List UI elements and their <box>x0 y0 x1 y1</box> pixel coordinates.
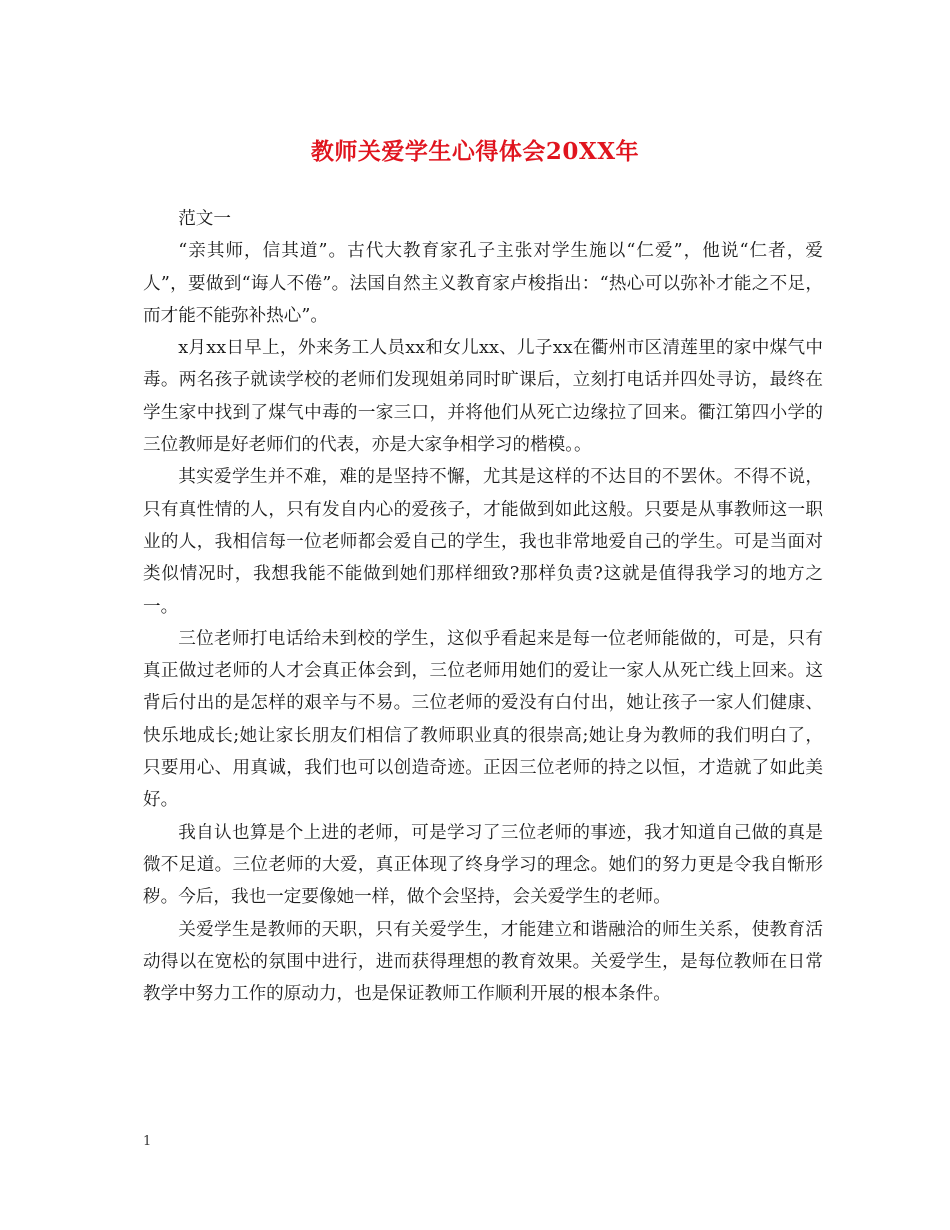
paragraph-heading: 范文一 <box>178 209 231 229</box>
paragraph: “亲其师，信其道”。古代大教育家孔子主张对学生施以“仁爱”，他说“仁者，爱人”，要做到“诲人不倦”。法国自然主义教育家卢梭指出：“热心可以弥补才能之不足，而才能不能弥补热心”。 <box>143 241 823 326</box>
paragraph: 关爱学生是教师的天职，只有关爱学生，才能建立和谐融洽的师生关系，使教育活动得以在宽松的氛围中进行，进而获得理想的教育效果。关爱学生，是每位教师在日常教学中努力工作的原动力，也是保证教师工作顺利开展的根本条件。 <box>143 919 823 1005</box>
document-body <box>143 203 823 1010</box>
paragraph: 我自认也算是个上进的老师，可是学习了三位老师的事迹，我才知道自己做的真是微不足道。三位老师的大爱，真正体现了终身学习的理念。她们的努力更是令我自惭形秽。今后，我也一定要像她一样，做个会坚持，会关爱学生的老师。 <box>143 822 823 908</box>
paragraph: x月xx日早上，外来务工人员xx和女儿xx、儿子xx在衢州市区清莲里的家中煤气中毒。两名孩子就读学校的老师们发现姐弟同时旷课后，立刻打电话并四处寻访，最终在学生家中找到了煤气中毒的一家三口，并将他们从死亡边缘拉了回来。衢江第四小学的三位教师是好老师们的代表，亦是大家争相学习的楷模。。 <box>143 338 823 456</box>
document-title: 教师关爱学生心得体会20XX年 <box>310 138 640 165</box>
paragraph: 其实爱学生并不难，难的是坚持不懈，尤其是这样的不达目的不罢休。不得不说，只有真性情的人，只有发自内心的爱孩子，才能做到如此这般。只要是从事教师这一职业的人，我相信每一位老师都会爱自己的学生，我也非常地爱自己的学生。可是当面对类似情况时，我想我能不能做到她们那样细致?那样负责?这就是值得我学习的地方之一。 <box>143 467 823 617</box>
page-number: 1 <box>143 1134 152 1149</box>
paragraph: 三位老师打电话给未到校的学生，这似乎看起来是每一位老师能做的，可是，只有真正做过老师的人才会真正体会到，三位老师用她们的爱让一家人从死亡线上回来。这背后付出的是怎样的艰辛与不易。三位老师的爱没有白付出，她让孩子一家人们健康、快乐地成长;她让家长朋友们相信了教师职业真的很崇高;她让身为教师的我们明白了，只要用心、用真诚，我们也可以创造奇迹。正因三位老师的持之以恒，才造就了如此美好。 <box>143 628 823 811</box>
